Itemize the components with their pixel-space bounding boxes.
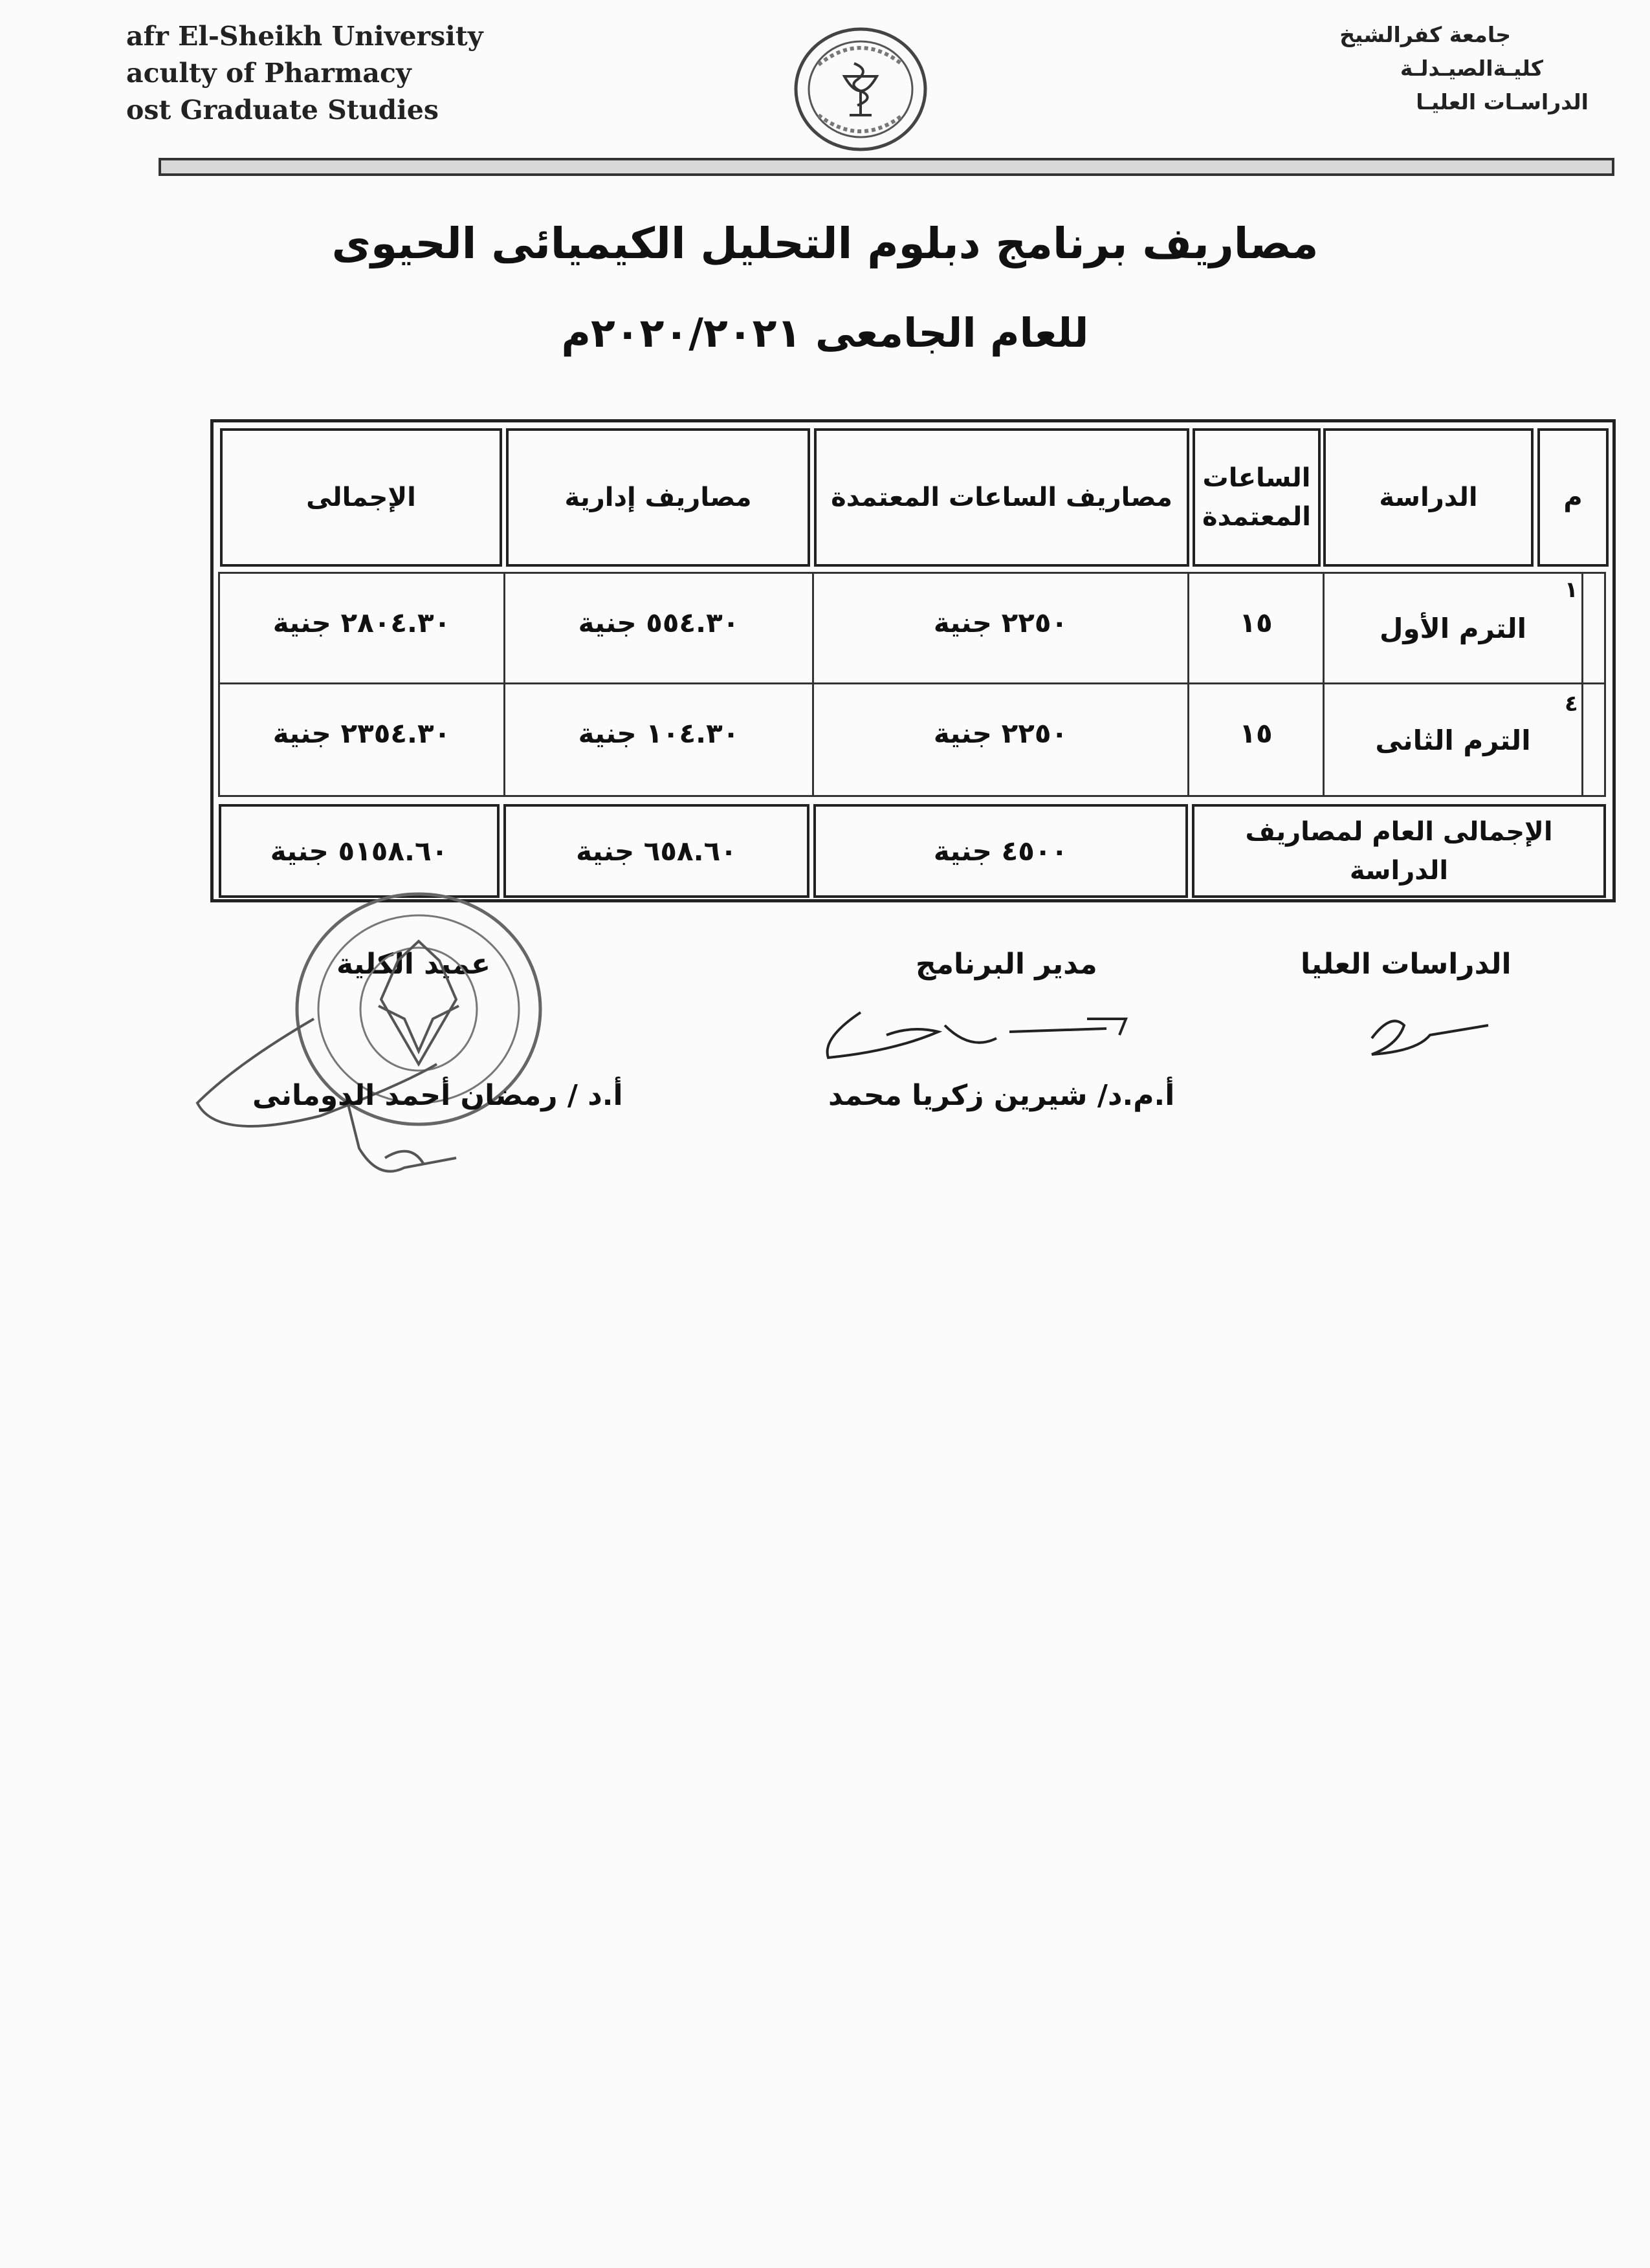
row-total: ٢٣٥٤.٣٠ جنية xyxy=(272,717,451,749)
header-index-label: م xyxy=(1563,483,1583,512)
arabic-line-university: جامعة كفرالشيخ xyxy=(1339,22,1511,47)
document-title: مصاريف برنامج دبلوم التحليل الكيميائى الحيوى xyxy=(331,219,1319,268)
post-grad-signature-title: الدراسات العليا xyxy=(1301,948,1512,981)
program-director-signature-mark-icon xyxy=(815,999,1152,1071)
arabic-line-department: الدراسـات العليـا xyxy=(1416,89,1589,114)
row-study: الترم الأول xyxy=(1379,612,1527,644)
row-admin-fees: ٥٥٤.٣٠ جنية xyxy=(578,606,740,638)
header-total xyxy=(220,428,502,567)
header-hours-line2: المعتمدة xyxy=(1202,502,1311,532)
summary-label-line2: الدراسة xyxy=(1349,855,1449,886)
academic-year-title: للعام الجامعى ٢٠٢٠/٢٠٢١م xyxy=(561,309,1089,356)
row-hours-fees: ٢٢٥٠ جنية xyxy=(933,606,1068,638)
row-total: ٢٨٠٤.٣٠ جنية xyxy=(272,606,451,638)
header-study xyxy=(1323,428,1534,567)
summary-hours-fees: ٤٥٠٠ جنية xyxy=(813,804,1188,898)
header-study-label: الدراسة xyxy=(1379,483,1478,512)
row-index: ٤ xyxy=(1565,691,1578,717)
summary-total: ٥١٥٨.٦٠ جنية xyxy=(219,804,500,898)
english-line-faculty: aculty of Pharmacy xyxy=(126,58,412,89)
header-admin-fees-label: مصاريف إدارية xyxy=(564,483,752,512)
dean-seal-stamp-icon xyxy=(191,870,599,1194)
header-hours-line1: الساعات xyxy=(1202,463,1311,493)
header-total-label: الإجمالى xyxy=(306,483,416,512)
header-index xyxy=(1537,428,1609,567)
row-admin-fees: ١٠٤.٣٠ جنية xyxy=(578,717,740,749)
summary-label xyxy=(1192,804,1606,898)
program-director-name: أ.م.د/ شيرين زكريا محمد xyxy=(828,1079,1175,1112)
arabic-line-faculty: كليـةالصيـدلـة xyxy=(1400,56,1543,81)
row-study: الترم الثانى xyxy=(1375,724,1531,756)
summary-label-line1: الإجمالى العام لمصاريف xyxy=(1245,816,1553,847)
english-line-department: ost Graduate Studies xyxy=(126,94,439,125)
row-index: ١ xyxy=(1565,577,1578,603)
university-name-english xyxy=(126,18,483,129)
row-hours: ١٥ xyxy=(1239,717,1273,749)
row-hours: ١٥ xyxy=(1239,606,1273,638)
col-divider xyxy=(1581,572,1583,797)
summary-admin-fees: ٦٥٨.٦٠ جنية xyxy=(503,804,809,898)
header-admin-fees xyxy=(506,428,810,567)
header-hours-fees-label: مصاريف الساعات المعتمدة xyxy=(831,483,1172,512)
program-director-title: مدير البرنامج xyxy=(916,948,1097,981)
english-line-university: afr El-Sheikh University xyxy=(126,21,483,52)
university-name-arabic xyxy=(1339,18,1589,119)
row-hours-fees: ٢٢٥٠ جنية xyxy=(933,717,1068,749)
header-divider xyxy=(159,158,1614,176)
dean-name: أ.د / رمضان أحمد الدومانى xyxy=(252,1079,623,1112)
post-grad-signature-mark-icon xyxy=(1359,1006,1501,1064)
header-hours-fees xyxy=(814,428,1189,567)
faculty-logo-icon xyxy=(793,25,929,154)
dean-title: عميد الكلية xyxy=(336,948,491,981)
header-credit-hours xyxy=(1193,428,1321,567)
